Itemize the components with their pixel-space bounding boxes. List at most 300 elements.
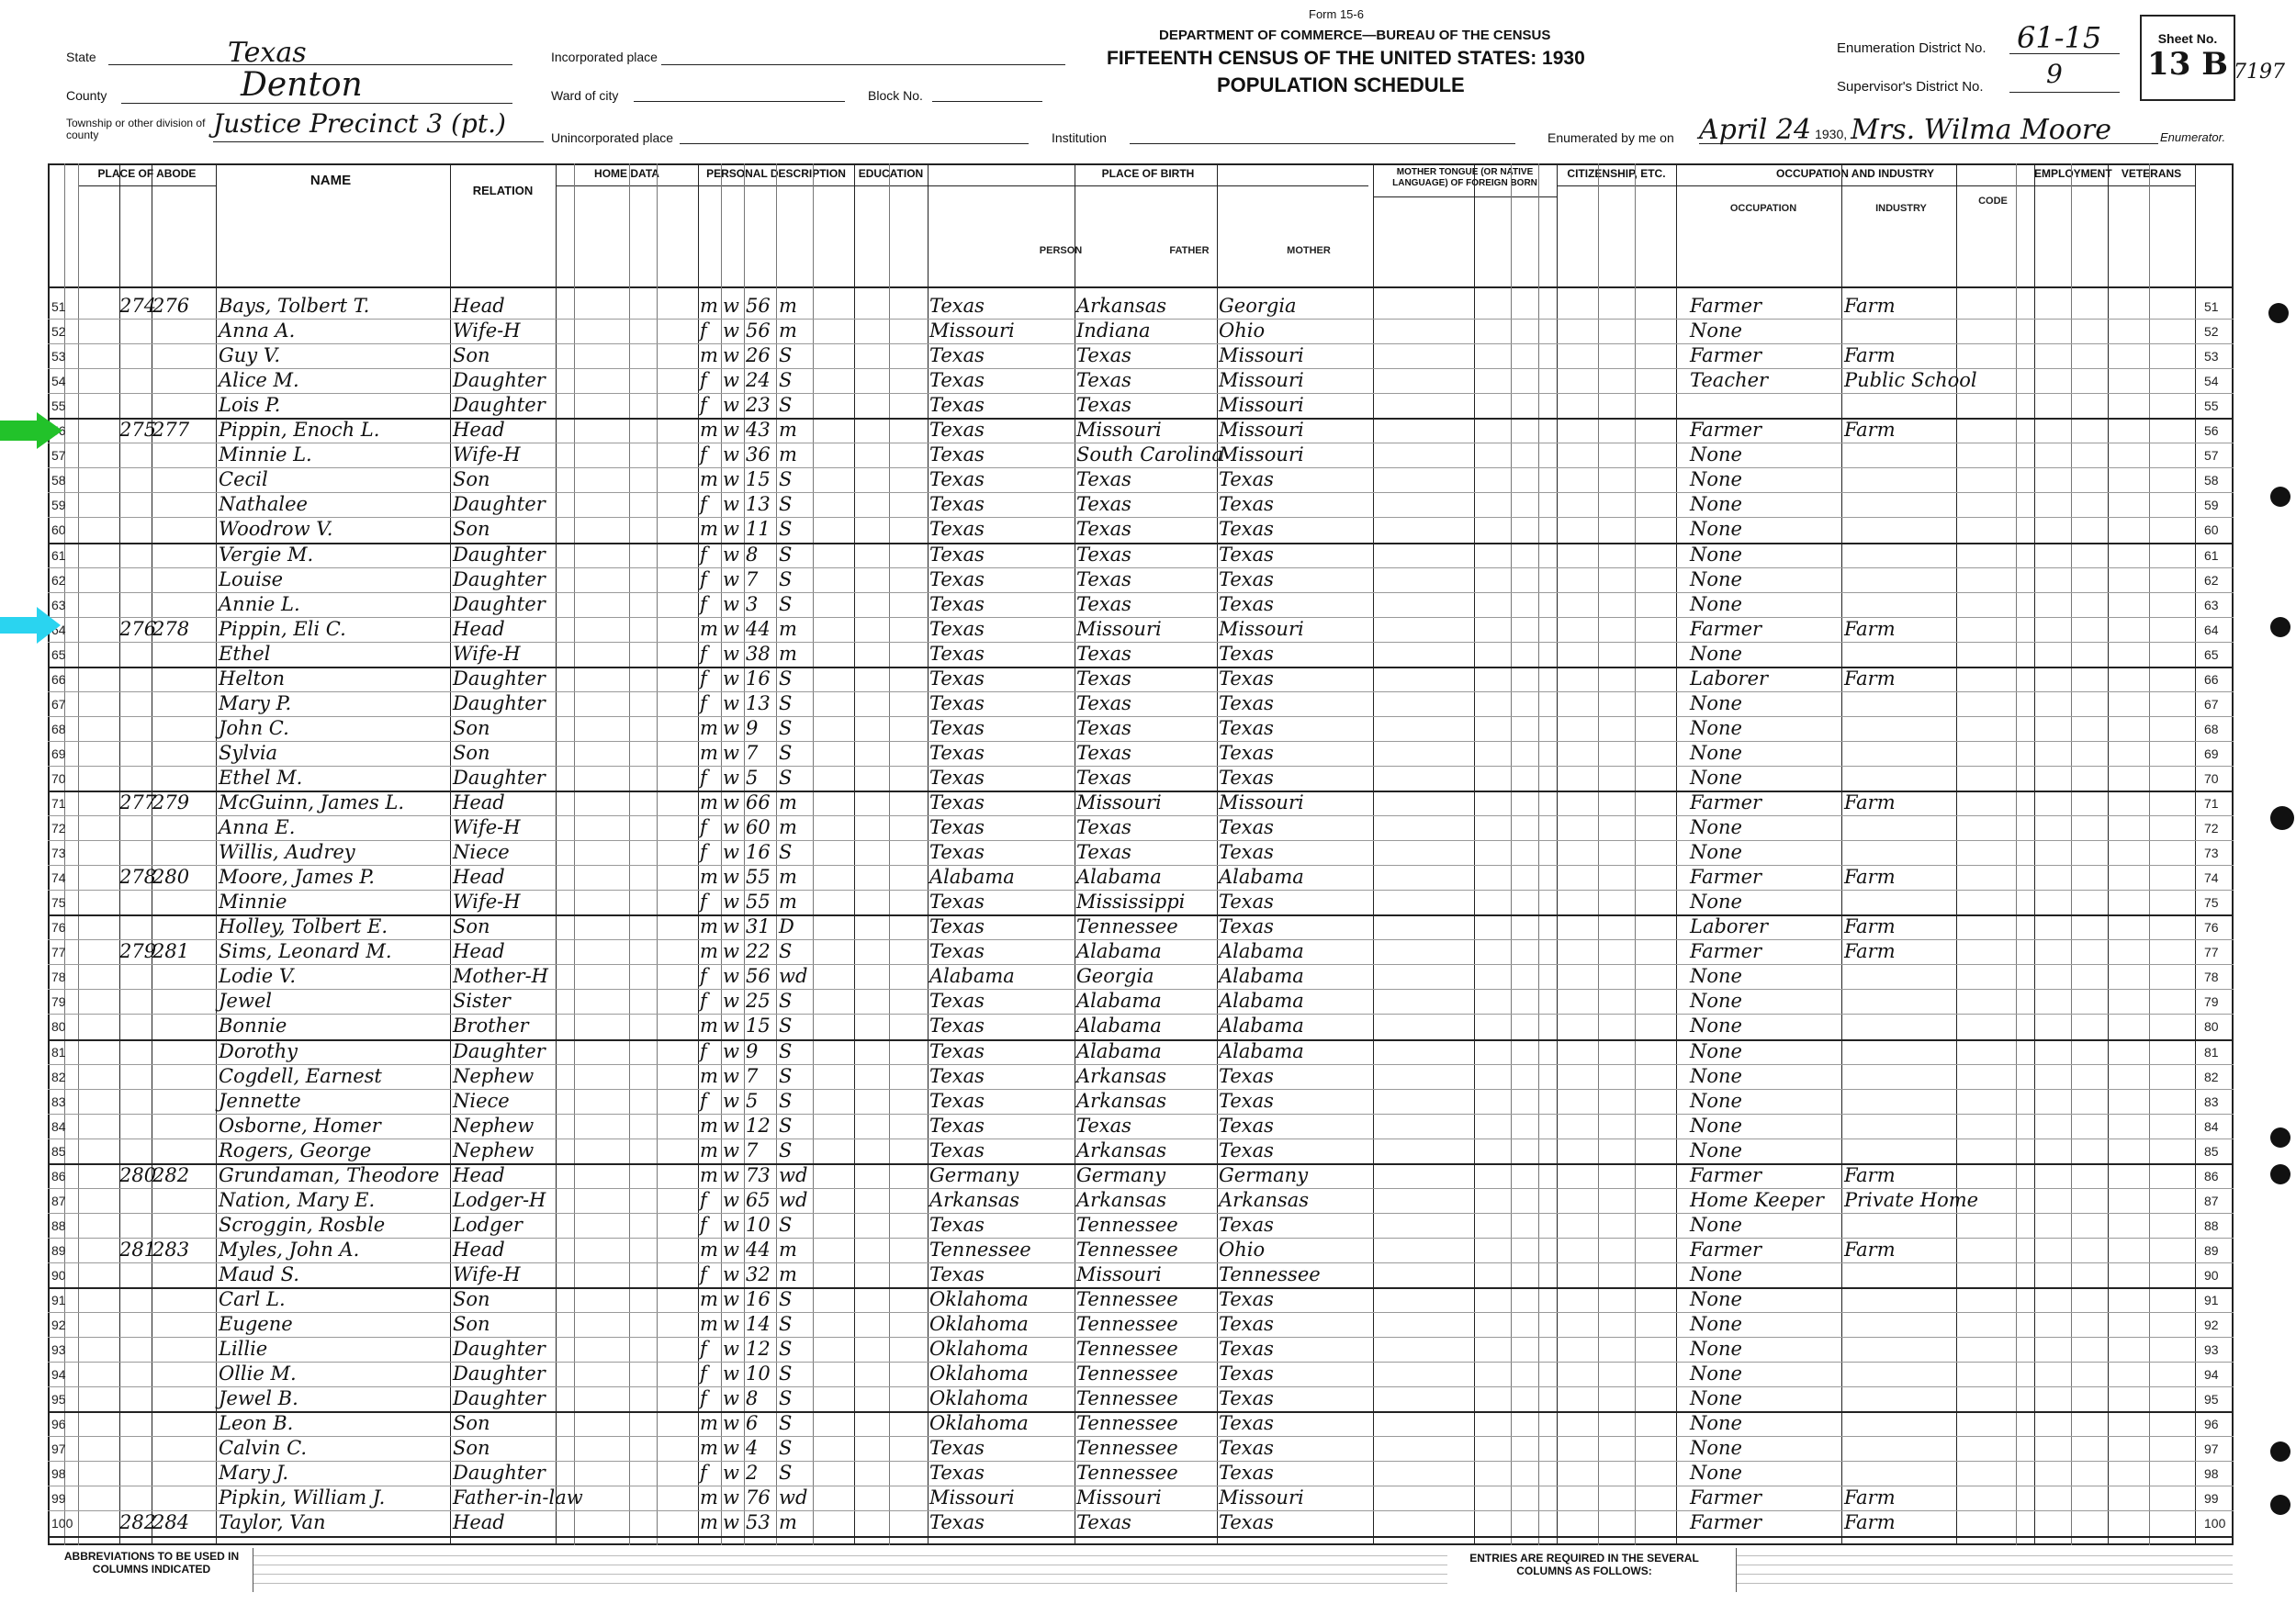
ward-field	[634, 83, 845, 102]
marital-status: S	[779, 1313, 793, 1336]
line-number: 81	[51, 1044, 66, 1060]
age: 56	[746, 295, 771, 317]
marital-status: S	[779, 1015, 793, 1038]
sex: f	[700, 1387, 707, 1410]
birthplace-mother: Texas	[1219, 891, 1274, 914]
relation: Son	[453, 1313, 490, 1336]
line-number: 61	[2204, 547, 2219, 563]
occupation: None	[1690, 1262, 1742, 1285]
relation: Son	[453, 915, 490, 938]
birthplace-person: Oklahoma	[929, 1338, 1029, 1361]
line-number: 51	[51, 299, 66, 314]
birthplace-father: Tennessee	[1076, 1462, 1178, 1485]
age: 13	[746, 493, 771, 516]
marital-status: S	[779, 1387, 793, 1410]
line-number: 75	[51, 895, 66, 911]
relation: Daughter	[453, 543, 546, 566]
cyan-arrow-marker	[0, 617, 37, 634]
occupation: None	[1690, 1015, 1742, 1038]
sex: m	[700, 518, 718, 541]
occupation: None	[1690, 443, 1742, 466]
sex: m	[700, 419, 718, 442]
person-name: Pipkin, William J.	[219, 1486, 386, 1509]
birthplace-person: Texas	[929, 394, 985, 417]
occupation: Farmer	[1690, 617, 1762, 640]
birthplace-father: Tennessee	[1076, 1437, 1178, 1460]
birthplace-father: Texas	[1076, 567, 1131, 590]
marital-status: D	[779, 915, 794, 938]
birthplace-mother: Texas	[1219, 1338, 1274, 1361]
birthplace-person: Texas	[929, 592, 985, 615]
marital-status: m	[779, 816, 797, 839]
line-number: 57	[2204, 448, 2219, 464]
person-name: Willis, Audrey	[219, 841, 355, 864]
family-number: 279	[152, 791, 190, 813]
occupation: Home Keeper	[1690, 1188, 1824, 1211]
punch-hole	[2268, 303, 2289, 323]
line-number: 81	[2204, 1044, 2219, 1060]
family-number: 277	[152, 419, 190, 442]
race: w	[723, 1238, 739, 1261]
race: w	[723, 443, 739, 466]
institution-label: Institution	[1052, 130, 1107, 145]
birthplace-father: Texas	[1076, 344, 1131, 367]
person-name: Mary J.	[219, 1462, 289, 1485]
line-number: 82	[51, 1069, 66, 1084]
line-number: 65	[2204, 646, 2219, 662]
dwelling-number: 279	[119, 940, 157, 963]
supervisor-label: Supervisor's District No.	[1837, 79, 1984, 95]
line-number: 82	[2204, 1069, 2219, 1084]
township-value: Justice Precinct 3 (pt.)	[213, 108, 506, 139]
age: 76	[746, 1486, 771, 1509]
marital-status: S	[779, 543, 793, 566]
age: 16	[746, 841, 771, 864]
census-title: FIFTEENTH CENSUS OF THE UNITED STATES: 1930	[1107, 48, 1585, 69]
line-number: 56	[2204, 423, 2219, 439]
age: 53	[746, 1511, 771, 1534]
sex: f	[700, 543, 707, 566]
line-number: 90	[51, 1267, 66, 1283]
birthplace-mother: Texas	[1219, 493, 1274, 516]
occupation: None	[1690, 567, 1742, 590]
relation: Head	[453, 617, 505, 640]
relation: Son	[453, 1437, 490, 1460]
line-number: 77	[2204, 945, 2219, 960]
person-name: Scroggin, Rosble	[219, 1213, 386, 1236]
race: w	[723, 766, 739, 789]
industry: Farm	[1844, 866, 1896, 889]
relation: Daughter	[453, 667, 546, 690]
birthplace-person: Texas	[929, 1262, 985, 1285]
sex: m	[700, 1313, 718, 1336]
state-value: Texas	[228, 37, 307, 69]
occupation: None	[1690, 1139, 1742, 1161]
line-number: 54	[2204, 374, 2219, 389]
sex: f	[700, 567, 707, 590]
marital-status: m	[779, 1511, 797, 1534]
county-label: County	[66, 88, 107, 103]
age: 16	[746, 1288, 771, 1310]
line-number: 69	[2204, 746, 2219, 761]
race: w	[723, 1363, 739, 1385]
birthplace-mother: Texas	[1219, 1288, 1274, 1310]
line-number: 100	[51, 1516, 73, 1531]
state-label: State	[66, 50, 96, 64]
age: 5	[746, 766, 759, 789]
occupation: None	[1690, 841, 1742, 864]
birthplace-person: Texas	[929, 468, 985, 491]
person-name: Carl L.	[219, 1288, 286, 1310]
line-number: 100	[2204, 1516, 2226, 1531]
occupation: None	[1690, 691, 1742, 714]
birthplace-mother: Texas	[1219, 468, 1274, 491]
colhead-industry: INDUSTRY	[1875, 203, 1927, 214]
marital-status: m	[779, 1238, 797, 1261]
person-name: Ethel	[219, 642, 271, 665]
marital-status: m	[779, 617, 797, 640]
birthplace-father: Texas	[1076, 667, 1131, 690]
occupation: Laborer	[1690, 915, 1769, 938]
sex: f	[700, 1039, 707, 1062]
family-number: 278	[152, 617, 190, 640]
person-name: Holley, Tolbert E.	[219, 915, 388, 938]
occupation: None	[1690, 493, 1742, 516]
birthplace-mother: Missouri	[1219, 369, 1304, 392]
occupation: None	[1690, 716, 1742, 739]
sex: m	[700, 617, 718, 640]
race: w	[723, 1064, 739, 1087]
race: w	[723, 1462, 739, 1485]
occupation: Farmer	[1690, 1486, 1762, 1509]
birthplace-person: Arkansas	[929, 1188, 1020, 1211]
relation: Daughter	[453, 394, 546, 417]
race: w	[723, 940, 739, 963]
marital-status: m	[779, 1262, 797, 1285]
family-number: 283	[152, 1238, 190, 1261]
family-number: 284	[152, 1511, 190, 1534]
relation: Wife-H	[453, 320, 521, 342]
marital-status: S	[779, 493, 793, 516]
race: w	[723, 1039, 739, 1062]
race: w	[723, 1387, 739, 1410]
marital-status: m	[779, 443, 797, 466]
birthplace-person: Texas	[929, 1462, 985, 1485]
race: w	[723, 990, 739, 1013]
cyan-arrow-head	[37, 607, 61, 644]
line-number: 58	[2204, 473, 2219, 488]
person-name: Sylvia	[219, 741, 278, 764]
person-name: Woodrow V.	[219, 518, 333, 541]
marital-status: S	[779, 394, 793, 417]
person-name: Bays, Tolbert T.	[219, 295, 370, 317]
person-name: Taylor, Van	[219, 1511, 326, 1534]
relation: Lodger-H	[453, 1188, 546, 1211]
birthplace-father: Arkansas	[1076, 1139, 1167, 1161]
birthplace-father: Alabama	[1076, 940, 1162, 963]
birthplace-father: Texas	[1076, 716, 1131, 739]
relation: Niece	[453, 1089, 510, 1112]
occupation: Farmer	[1690, 295, 1762, 317]
birthplace-person: Texas	[929, 567, 985, 590]
line-number: 79	[51, 994, 66, 1010]
family-number: 281	[152, 940, 190, 963]
line-number: 59	[51, 498, 66, 513]
birthplace-person: Texas	[929, 1114, 985, 1137]
birthplace-father: Texas	[1076, 841, 1131, 864]
line-number: 70	[51, 770, 66, 786]
relation: Daughter	[453, 592, 546, 615]
birthplace-mother: Alabama	[1219, 940, 1304, 963]
birthplace-father: Missouri	[1076, 791, 1162, 813]
marital-status: m	[779, 295, 797, 317]
line-number: 93	[51, 1342, 66, 1358]
person-name: Mary P.	[219, 691, 292, 714]
marital-status: S	[779, 1437, 793, 1460]
birthplace-mother: Texas	[1219, 642, 1274, 665]
line-number: 53	[2204, 349, 2219, 365]
relation: Head	[453, 791, 505, 813]
line-number: 94	[2204, 1367, 2219, 1383]
occupation: None	[1690, 518, 1742, 541]
birthplace-father: Alabama	[1076, 866, 1162, 889]
birthplace-mother: Missouri	[1219, 344, 1304, 367]
enumerated-date: April 24	[1699, 114, 1812, 146]
age: 66	[746, 791, 771, 813]
marital-status: m	[779, 419, 797, 442]
relation: Head	[453, 1163, 505, 1186]
sex: f	[700, 1363, 707, 1385]
birthplace-mother: Texas	[1219, 1437, 1274, 1460]
relation: Daughter	[453, 1462, 546, 1485]
line-number: 76	[2204, 920, 2219, 936]
line-number: 62	[51, 572, 66, 588]
age: 24	[746, 369, 771, 392]
line-number: 89	[2204, 1242, 2219, 1258]
relation: Lodger	[453, 1213, 523, 1236]
dwelling-number: 282	[119, 1511, 157, 1534]
line-number: 97	[2204, 1441, 2219, 1457]
birthplace-mother: Tennessee	[1219, 1262, 1321, 1285]
marital-status: wd	[779, 1486, 808, 1509]
line-number: 73	[51, 846, 66, 861]
birthplace-person: Texas	[929, 1039, 985, 1062]
sex: f	[700, 965, 707, 988]
birthplace-father: Texas	[1076, 1114, 1131, 1137]
industry: Farm	[1844, 419, 1896, 442]
line-number: 69	[51, 746, 66, 761]
birthplace-father: Tennessee	[1076, 1313, 1178, 1336]
age: 60	[746, 816, 771, 839]
person-name: Osborne, Homer	[219, 1114, 381, 1137]
line-number: 90	[2204, 1267, 2219, 1283]
race: w	[723, 1213, 739, 1236]
birthplace-mother: Ohio	[1219, 1238, 1266, 1261]
birthplace-mother: Missouri	[1219, 1486, 1304, 1509]
race: w	[723, 468, 739, 491]
birthplace-mother: Texas	[1219, 741, 1274, 764]
race: w	[723, 518, 739, 541]
marital-status: S	[779, 592, 793, 615]
relation: Head	[453, 295, 505, 317]
birthplace-person: Oklahoma	[929, 1363, 1029, 1385]
age: 7	[746, 1064, 759, 1087]
line-number: 72	[2204, 821, 2219, 836]
birthplace-person: Texas	[929, 766, 985, 789]
supervisor-value: 9	[2046, 59, 2063, 89]
relation: Daughter	[453, 1387, 546, 1410]
occupation: Farmer	[1690, 940, 1762, 963]
punch-hole	[2270, 1441, 2290, 1462]
sex: m	[700, 716, 718, 739]
line-number: 59	[2204, 498, 2219, 513]
marital-status: S	[779, 1363, 793, 1385]
dwelling-number: 274	[119, 295, 157, 317]
relation: Son	[453, 468, 490, 491]
birthplace-person: Texas	[929, 344, 985, 367]
marital-status: m	[779, 320, 797, 342]
occupation: Farmer	[1690, 1511, 1762, 1534]
race: w	[723, 295, 739, 317]
person-name: Lodie V.	[219, 965, 297, 988]
birthplace-person: Texas	[929, 915, 985, 938]
occupation: Farmer	[1690, 344, 1762, 367]
relation: Son	[453, 1412, 490, 1435]
line-number: 95	[2204, 1392, 2219, 1408]
marital-status: S	[779, 691, 793, 714]
sex: f	[700, 667, 707, 690]
sheet-label: Sheet No.	[2157, 31, 2218, 46]
sex: f	[700, 443, 707, 466]
line-number: 83	[2204, 1094, 2219, 1109]
birthplace-father: Germany	[1076, 1163, 1166, 1186]
birthplace-person: Texas	[929, 791, 985, 813]
birthplace-mother: Texas	[1219, 1064, 1274, 1087]
race: w	[723, 344, 739, 367]
enum-district-value: 61-15	[2017, 20, 2102, 55]
line-number: 77	[51, 945, 66, 960]
line-number: 95	[51, 1392, 66, 1408]
enumerator-name: Mrs. Wilma Moore	[1851, 114, 2111, 146]
family-number: 282	[152, 1163, 190, 1186]
line-number: 64	[2204, 622, 2219, 637]
race: w	[723, 741, 739, 764]
race: w	[723, 1139, 739, 1161]
birthplace-father: Texas	[1076, 592, 1131, 615]
birthplace-father: Tennessee	[1076, 1288, 1178, 1310]
unincorporated-field	[680, 125, 1029, 144]
occupation: None	[1690, 592, 1742, 615]
line-number: 84	[2204, 1118, 2219, 1134]
line-number: 66	[51, 671, 66, 687]
industry: Farm	[1844, 915, 1896, 938]
age: 12	[746, 1338, 771, 1361]
occupation: None	[1690, 1089, 1742, 1112]
sheet-box	[2140, 15, 2235, 101]
birthplace-person: Tennessee	[929, 1238, 1031, 1261]
sex: f	[700, 1262, 707, 1285]
line-number: 76	[51, 920, 66, 936]
marital-status: S	[779, 1114, 793, 1137]
line-number: 89	[51, 1242, 66, 1258]
line-number: 60	[2204, 522, 2219, 538]
relation: Head	[453, 419, 505, 442]
punch-hole	[2270, 487, 2290, 507]
occupation: None	[1690, 1039, 1742, 1062]
sex: f	[700, 1213, 707, 1236]
marital-status: S	[779, 1039, 793, 1062]
industry: Private Home	[1844, 1188, 1979, 1211]
occupation: Farmer	[1690, 419, 1762, 442]
line-number: 74	[51, 870, 66, 886]
header-divider	[48, 286, 2234, 288]
age: 38	[746, 642, 771, 665]
state-field	[108, 37, 512, 69]
relation: Wife-H	[453, 642, 521, 665]
birthplace-father: Missouri	[1076, 617, 1162, 640]
punch-hole	[2270, 1495, 2290, 1515]
sex: f	[700, 891, 707, 914]
relation: Wife-H	[453, 443, 521, 466]
abbreviations-title: ABBREVIATIONS TO BE USED IN COLUMNS INDICATED	[63, 1550, 240, 1576]
race: w	[723, 369, 739, 392]
birthplace-person: Texas	[929, 1139, 985, 1161]
race: w	[723, 1089, 739, 1112]
schedule-title: POPULATION SCHEDULE	[1217, 73, 1465, 96]
age: 8	[746, 1387, 759, 1410]
birthplace-person: Texas	[929, 295, 985, 317]
age: 32	[746, 1262, 771, 1285]
line-number: 71	[2204, 796, 2219, 811]
sex: m	[700, 344, 718, 367]
relation: Nephew	[453, 1114, 535, 1137]
abbreviations-table	[253, 1548, 1447, 1592]
marital-status: S	[779, 741, 793, 764]
birthplace-mother: Germany	[1219, 1163, 1309, 1186]
birthplace-father: Alabama	[1076, 990, 1162, 1013]
group-personal-description: PERSONAL DESCRIPTION	[698, 167, 854, 186]
occupation: None	[1690, 468, 1742, 491]
birthplace-mother: Texas	[1219, 518, 1274, 541]
line-number: 53	[51, 349, 66, 365]
institution-field	[1130, 125, 1515, 144]
person-name: Vergie M.	[219, 543, 314, 566]
relation: Son	[453, 518, 490, 541]
birthplace-mother: Texas	[1219, 567, 1274, 590]
punch-hole	[2270, 1164, 2290, 1184]
birthplace-father: Tennessee	[1076, 1338, 1178, 1361]
birthplace-father: Texas	[1076, 493, 1131, 516]
line-number: 96	[2204, 1417, 2219, 1432]
sex: m	[700, 295, 718, 317]
race: w	[723, 1437, 739, 1460]
relation: Niece	[453, 841, 510, 864]
marital-status: S	[779, 344, 793, 367]
occupation: Farmer	[1690, 791, 1762, 813]
sex: f	[700, 1089, 707, 1112]
marital-status: S	[779, 1064, 793, 1087]
birthplace-father: Arkansas	[1076, 295, 1167, 317]
birthplace-person: Texas	[929, 1213, 985, 1236]
age: 10	[746, 1363, 771, 1385]
township-field	[213, 108, 544, 142]
person-name: Grundaman, Theodore	[219, 1163, 440, 1186]
line-number: 68	[51, 721, 66, 736]
colhead-occupation: OCCUPATION	[1729, 203, 1797, 214]
person-name: Helton	[219, 667, 286, 690]
relation: Daughter	[453, 1039, 546, 1062]
relation: Daughter	[453, 766, 546, 789]
